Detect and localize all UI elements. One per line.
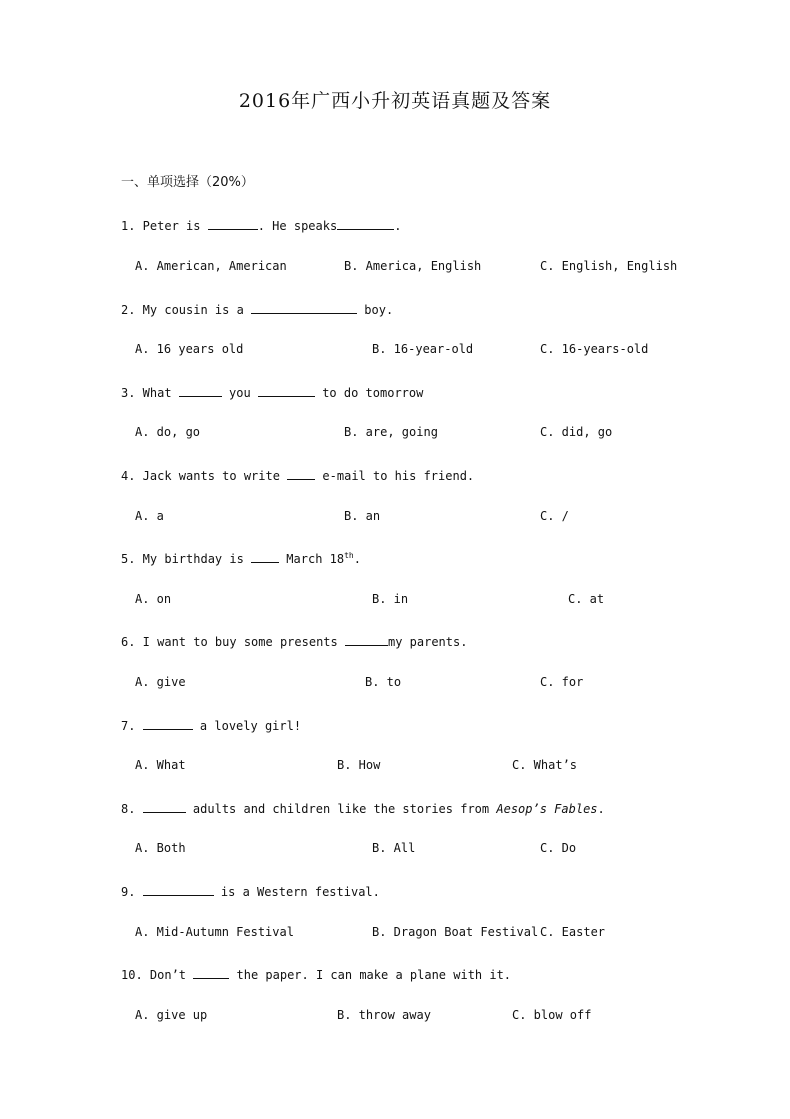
question-2 <box>121 301 393 317</box>
question-3 <box>121 384 423 400</box>
option-b: B. 16-year-old <box>372 342 474 356</box>
option-a: A. 16 years old <box>135 342 244 356</box>
question-text: e-mail to his friend. <box>322 469 475 483</box>
answer-blank <box>179 384 222 397</box>
question-7 <box>121 717 301 733</box>
ordinal-suffix: th <box>344 551 354 560</box>
answer-blank <box>251 301 357 314</box>
option-a: A. do, go <box>135 425 201 439</box>
option-a: A. What <box>135 758 186 772</box>
option-c: C. 16-years-old <box>540 342 649 356</box>
question-text: . <box>597 802 605 816</box>
answer-blank <box>193 966 229 979</box>
question-10 <box>121 966 511 982</box>
question-text: a lovely girl! <box>199 719 302 733</box>
option-b: B. How <box>337 758 381 772</box>
option-b: B. Dragon Boat Festival <box>372 925 539 939</box>
option-c: C. at <box>568 592 605 606</box>
question-text: . <box>353 552 361 566</box>
option-c: C. / <box>540 509 569 523</box>
question-text: 3. What <box>121 386 172 400</box>
answer-blank <box>143 800 186 813</box>
option-a: A. give up <box>135 1008 208 1022</box>
section-heading: 一、单项选择（20%） <box>121 175 254 190</box>
option-c: C. Do <box>540 841 577 855</box>
option-c: C. What’s <box>512 758 578 772</box>
option-b: B. America, English <box>344 259 482 273</box>
option-c: C. did, go <box>540 425 613 439</box>
question-4 <box>121 467 474 483</box>
option-b: B. throw away <box>337 1008 431 1022</box>
question-text: 8. <box>121 802 136 816</box>
answer-blank <box>258 384 315 397</box>
page-title: 2016年广西小升初英语真题及答案 <box>238 90 552 112</box>
option-c: C. Easter <box>540 925 606 939</box>
question-6 <box>121 633 467 649</box>
question-text: March 18 <box>286 552 345 566</box>
answer-blank <box>143 717 193 730</box>
option-b: B. an <box>344 509 381 523</box>
option-a: A. Mid-Autumn Festival <box>135 925 294 939</box>
option-a: A. on <box>135 592 172 606</box>
question-text: 4. Jack wants to write <box>121 469 280 483</box>
option-c: C. blow off <box>512 1008 592 1022</box>
question-text: 9. <box>121 885 136 899</box>
question-text: adults and children like the stories from <box>192 802 490 816</box>
question-text: 10. Don’t <box>121 968 187 982</box>
option-a: A. American, American <box>135 259 287 273</box>
question-text: the paper. I can make a plane with it. <box>236 968 512 982</box>
question-text: my parents. <box>387 635 468 649</box>
question-text: to do tomorrow <box>322 386 424 400</box>
option-a: A. Both <box>135 841 186 855</box>
option-c: C. for <box>540 675 584 689</box>
question-text: 2. My cousin is a <box>121 303 244 317</box>
question-5 <box>121 550 361 566</box>
book-title: Aesop’s Fables <box>496 802 598 816</box>
answer-blank <box>337 217 394 230</box>
option-c: C. English, English <box>540 259 678 273</box>
question-text: 7. <box>121 719 136 733</box>
question-8 <box>121 800 605 816</box>
option-a: A. give <box>135 675 186 689</box>
answer-blank <box>345 633 388 646</box>
option-a: A. a <box>135 509 164 523</box>
question-text: is a Western festival. <box>220 885 380 899</box>
option-b: B. to <box>365 675 402 689</box>
question-text: 6. I want to buy some presents <box>121 635 338 649</box>
answer-blank <box>251 550 279 563</box>
option-b: B. in <box>372 592 409 606</box>
answer-blank <box>143 883 214 896</box>
question-text: you <box>229 386 251 400</box>
question-9 <box>121 883 380 899</box>
question-text: boy. <box>364 303 394 317</box>
question-text: . He speaks <box>257 219 338 233</box>
answer-blank <box>287 467 315 480</box>
question-text: 1. Peter is <box>121 219 201 233</box>
option-b: B. are, going <box>344 425 438 439</box>
question-text: 5. My birthday is <box>121 552 244 566</box>
option-b: B. All <box>372 841 416 855</box>
question-1 <box>121 217 401 233</box>
answer-blank <box>208 217 258 230</box>
question-text: . <box>394 219 402 233</box>
